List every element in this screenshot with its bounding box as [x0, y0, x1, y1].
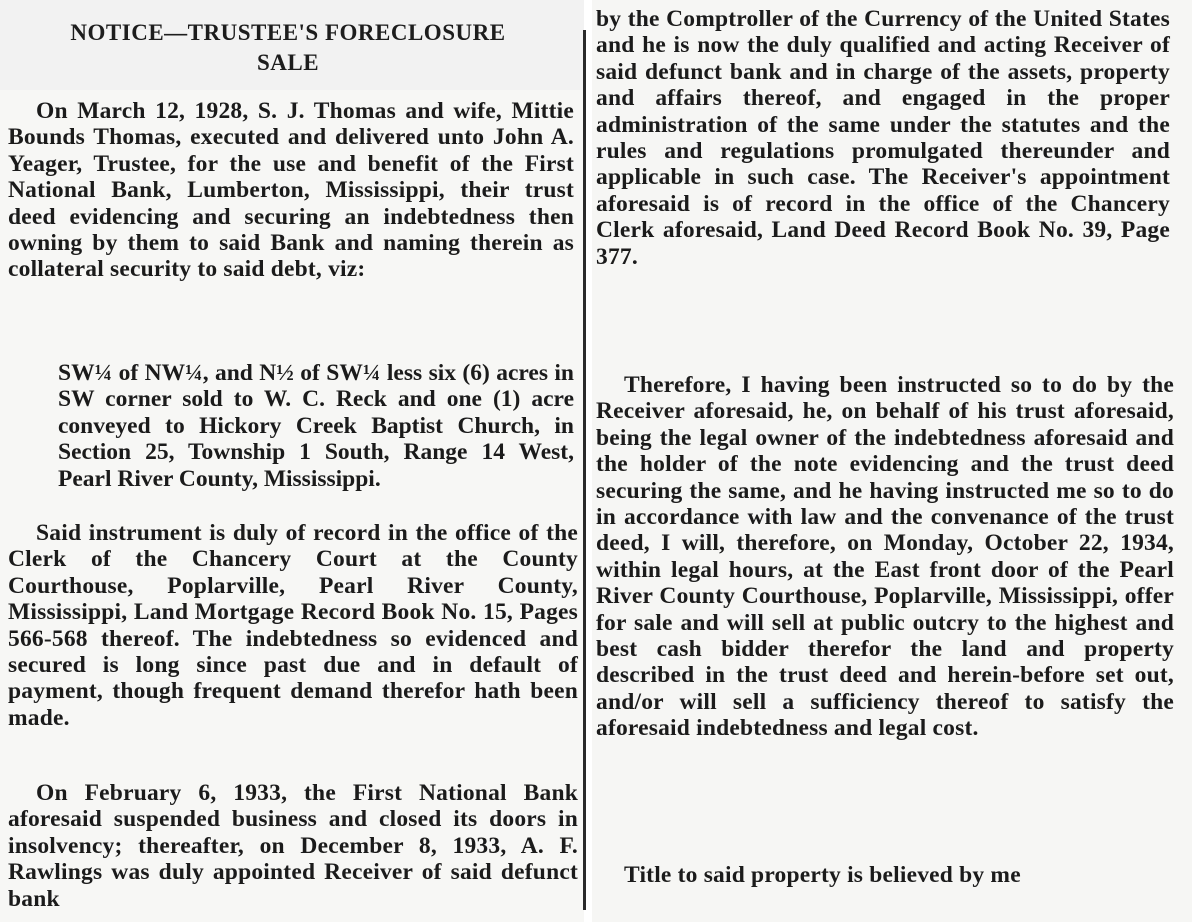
- title-line-2: SALE: [256, 50, 320, 75]
- legal-description: SW¼ of NW¼, and N½ of SW¼ less six (6) acres in SW corner sold to W. C. Reck and one (1) acre conveyed to Hickory Creek Baptist Church, in Section 25, Township 1 South, Range 14 West, Pearl River County, Mississippi.: [58, 360, 574, 492]
- opening-paragraph: On March 12, 1928, S. J. Thomas and wife, Mittie Bounds Thomas, executed and delivered unto John A. Yeager, Trustee, for the use and benefit of the First National Bank, Lumberton, Mississippi, their trust deed evidencing and securing an indebtedness then owning by them to said Bank and naming therein as collateral security to said debt, viz:: [8, 98, 574, 283]
- notice-title: [18, 18, 558, 78]
- record-paragraph: Said instrument is duly of record in the office of the Clerk of the Chancery Court at the County Courthouse, Poplarville, Pearl River County, Mississippi, Land Mortgage Record Book No. 15, Pages 566-568 thereof. The indebtedness so evidenced and secured is long since past due and in default of payment, though frequent demand therefor hath been made.: [8, 520, 578, 731]
- left-column: [0, 0, 584, 922]
- right-column: [592, 0, 1192, 922]
- receivership-paragraph: On February 6, 1933, the First National Bank aforesaid suspended business and closed its doors in insolvency; thereafter, on December 8, 1933, A. F. Rawlings was duly appointed Receiver of said defunct bank: [8, 780, 578, 912]
- title-paragraph: Title to said property is believed by me: [624, 862, 1021, 888]
- column-rule: [583, 30, 586, 910]
- sale-paragraph: Therefore, I having been instructed so to do by the Receiver aforesaid, he, on behalf of his trust aforesaid, being the legal owner of the indebtedness aforesaid and the holder of the note evidencing and the trust deed securing the same, and he having instructed me so to do in accordance with law and the convenance of the trust deed, I will, therefore, on Monday, October 22, 1934, within legal hours, at the East front door of the Pearl River County Courthouse, Poplarville, Mississippi, offer for sale and will sell at public outcry to the highest and best cash bidder therefor the land and property described in the trust deed and herein-before set out, and/or will sell a sufficiency thereof to satisfy the aforesaid indebtedness and legal cost.: [596, 372, 1174, 742]
- title-line-1: NOTICE—TRUSTEE'S FORECLOSURE: [70, 20, 506, 45]
- continuation-paragraph: by the Comptroller of the Currency of the United States and he is now the duly qualified and acting Receiver of said defunct bank and in charge of the assets, property and affairs thereof, and engaged in the proper administration of the same under the statutes and the rules and regulations promulgated thereunder and applicable in such case. The Receiver's appointment aforesaid is of record in the office of the Chancery Clerk aforesaid, Land Deed Record Book No. 39, Page 377.: [596, 6, 1170, 270]
